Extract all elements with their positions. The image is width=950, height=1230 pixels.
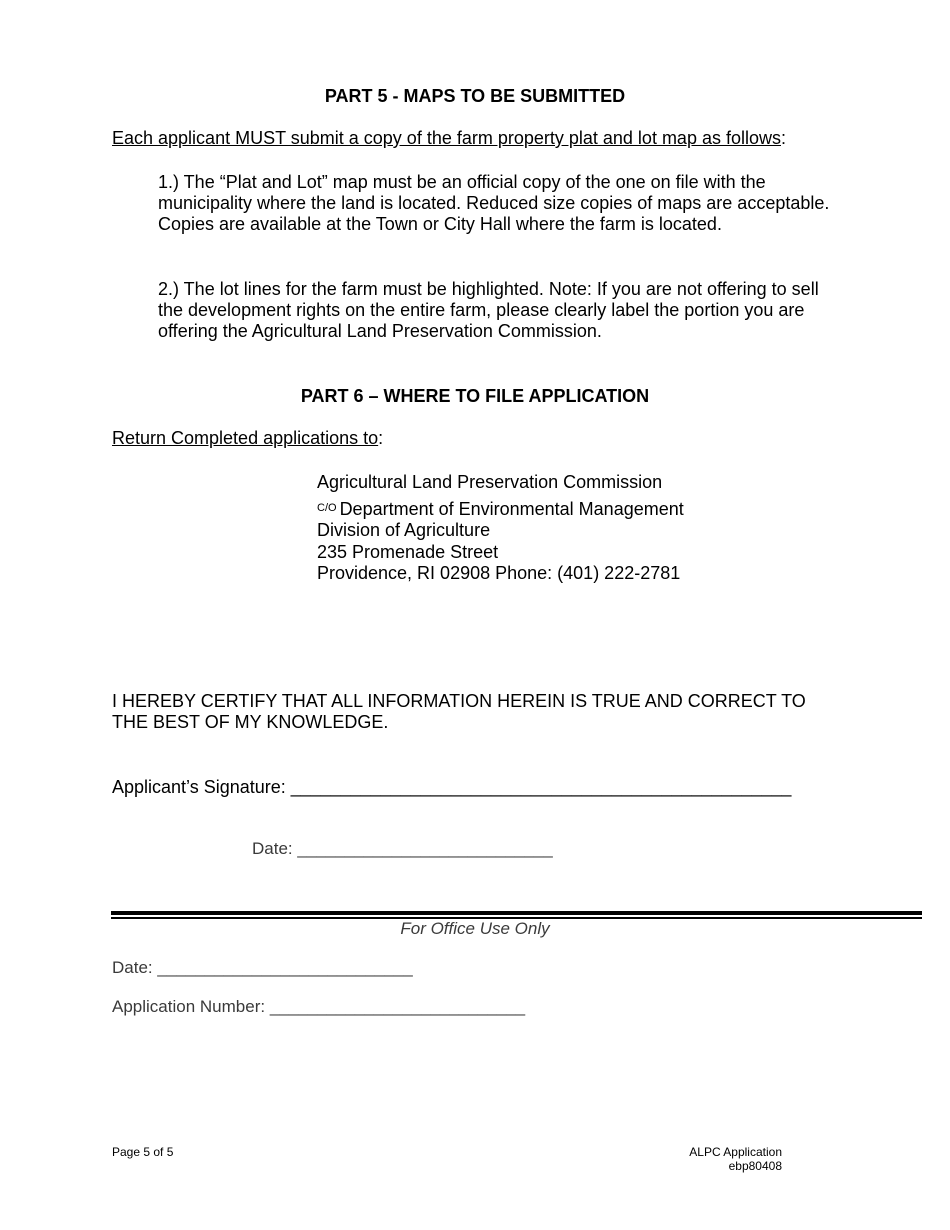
divider-thick xyxy=(111,911,922,915)
signature-row xyxy=(112,777,791,798)
part5-item-2: 2.) The lot lines for the farm must be highlighted. Note: If you are not offering to sell the development rights on the entire farm, please clearly label the portion you are offering the Agricultural Land Preservation Commission. xyxy=(158,279,819,341)
application-number-row xyxy=(112,997,525,1017)
date-label: Date: xyxy=(252,839,293,858)
office-date-row xyxy=(112,958,413,978)
signature-label: Applicant’s Signature: xyxy=(112,777,286,797)
part6-return-colon: : xyxy=(378,428,384,448)
part6-return xyxy=(112,428,712,449)
part5-intro-colon: : xyxy=(781,128,787,148)
date-row xyxy=(252,839,553,859)
part5-intro-text: Each applicant MUST submit a copy of the farm property plat and lot map as follows xyxy=(112,128,781,148)
part6-return-text: Return Completed applications to xyxy=(112,428,379,448)
address-line-4: 235 Promenade Street xyxy=(317,542,499,562)
address-line-2-text: Department of Environmental Management xyxy=(339,499,684,519)
care-of-prefix: C/O xyxy=(317,502,337,514)
address-line-3: Division of Agriculture xyxy=(317,520,491,540)
address-line-2 xyxy=(317,499,684,520)
office-date-label: Date: xyxy=(112,958,153,977)
document-name: ALPC Application xyxy=(689,1145,782,1159)
part5-item-1: 1.) The “Plat and Lot” map must be an official copy of the one on file with the municipality where the land is located. Reduced size copies of maps are acceptable. Copies are available at the Town or City Hall where the farm is located. xyxy=(158,172,830,234)
date-field[interactable]: ___________________________ xyxy=(297,839,553,858)
signature-field[interactable]: __________________________________________________ xyxy=(290,777,792,797)
part6-heading: PART 6 – WHERE TO FILE APPLICATION xyxy=(300,386,650,406)
application-number-field[interactable]: ___________________________ xyxy=(269,997,526,1016)
address-line-1: Agricultural Land Preservation Commission xyxy=(317,472,663,492)
address-line-5: Providence, RI 02908 Phone: (401) 222-2781 xyxy=(317,563,681,583)
document-code: ebp80408 xyxy=(728,1159,782,1173)
page-number: Page 5 of 5 xyxy=(112,1145,174,1159)
application-number-label: Application Number: xyxy=(112,997,266,1016)
office-date-field[interactable]: ___________________________ xyxy=(157,958,413,977)
part5-heading: PART 5 - MAPS TO BE SUBMITTED xyxy=(324,86,626,106)
certification-statement: I HEREBY CERTIFY THAT ALL INFORMATION HEREIN IS TRUE AND CORRECT TO THE BEST OF MY KNOWLEDGE. xyxy=(112,691,806,732)
office-use-title: For Office Use Only xyxy=(400,919,550,938)
part5-intro xyxy=(112,128,872,149)
